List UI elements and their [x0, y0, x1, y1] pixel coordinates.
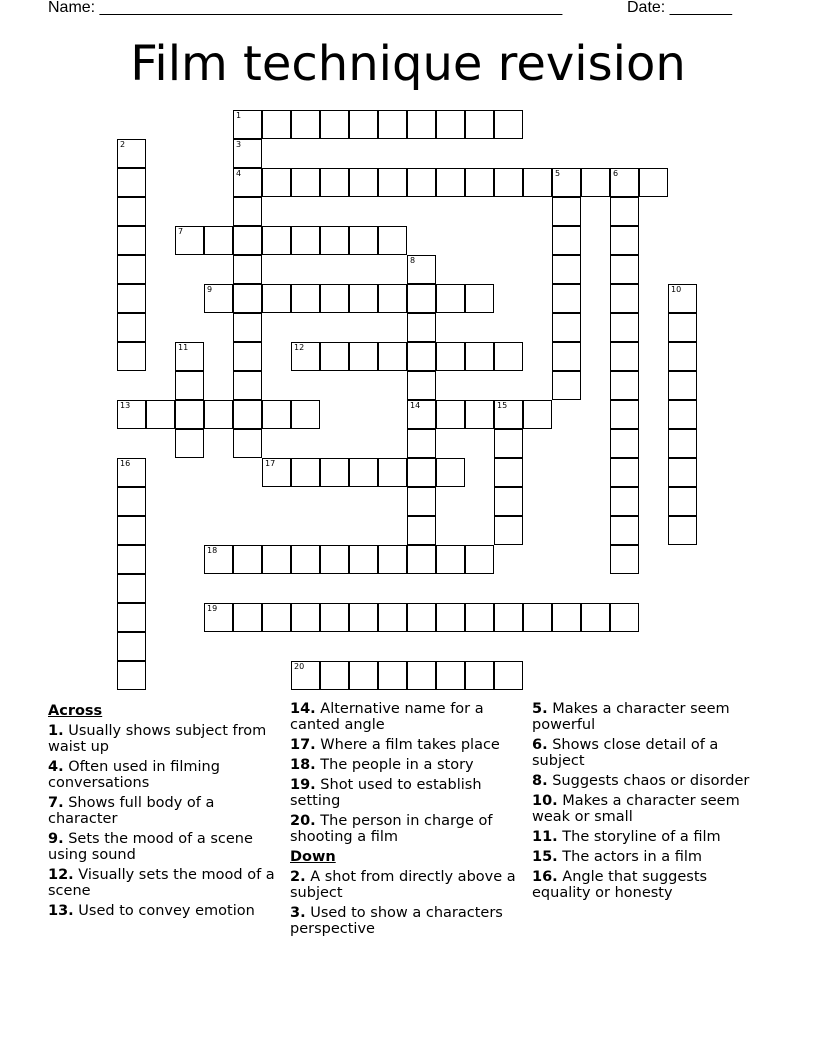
- clue-number: 11.: [532, 829, 558, 845]
- clue-number: 2.: [290, 869, 306, 885]
- crossword-cell[interactable]: [610, 516, 639, 545]
- crossword-cell[interactable]: [204, 400, 233, 429]
- crossword-cell[interactable]: [291, 400, 320, 429]
- crossword-cell[interactable]: [436, 545, 465, 574]
- clue-text: Used to show a characters perspective: [290, 905, 503, 937]
- crossword-cell[interactable]: [378, 603, 407, 632]
- crossword-cell[interactable]: [291, 458, 320, 487]
- clue-number: 15.: [532, 849, 558, 865]
- crossword-cell[interactable]: [581, 603, 610, 632]
- crossword-cell[interactable]: [552, 255, 581, 284]
- clue-text: Often used in filming conversations: [48, 759, 220, 791]
- crossword-cell[interactable]: [291, 603, 320, 632]
- cell-number: 11: [178, 343, 189, 352]
- cell-number: 8: [410, 256, 416, 265]
- cell-number: 20: [294, 662, 305, 671]
- crossword-cell[interactable]: [233, 139, 262, 168]
- crossword-cell[interactable]: [407, 661, 436, 690]
- crossword-cell[interactable]: [668, 487, 697, 516]
- crossword-cell[interactable]: [465, 545, 494, 574]
- crossword-cell[interactable]: [407, 313, 436, 342]
- crossword-cell[interactable]: [117, 458, 146, 487]
- crossword-cell[interactable]: [494, 603, 523, 632]
- page-title: Film technique revision: [130, 36, 686, 92]
- crossword-cell[interactable]: [552, 284, 581, 313]
- cell-number: 9: [207, 285, 213, 294]
- cell-number: 12: [294, 343, 305, 352]
- clue-text: The actors in a film: [557, 849, 703, 865]
- crossword-cell[interactable]: [407, 255, 436, 284]
- crossword-cell[interactable]: [610, 429, 639, 458]
- crossword-cell[interactable]: [668, 516, 697, 545]
- crossword-cell[interactable]: [610, 400, 639, 429]
- crossword-cell[interactable]: [117, 168, 146, 197]
- clue-item: [48, 867, 278, 899]
- crossword-cell[interactable]: [291, 342, 320, 371]
- clue-text: Angle that suggests equality or honesty: [532, 869, 708, 901]
- crossword-cell[interactable]: [117, 255, 146, 284]
- clue-number: 5.: [532, 701, 548, 717]
- crossword-cell[interactable]: [349, 284, 378, 313]
- crossword-cell[interactable]: [407, 429, 436, 458]
- crossword-cell[interactable]: [291, 661, 320, 690]
- crossword-cell[interactable]: [204, 226, 233, 255]
- crossword-cell[interactable]: [436, 400, 465, 429]
- clue-number: 19.: [290, 777, 316, 793]
- crossword-cell[interactable]: [146, 400, 175, 429]
- crossword-cell[interactable]: [610, 284, 639, 313]
- crossword-cell[interactable]: [436, 110, 465, 139]
- cell-number: 2: [120, 140, 126, 149]
- crossword-cell[interactable]: [117, 313, 146, 342]
- crossword-cell[interactable]: [320, 168, 349, 197]
- crossword-cell[interactable]: [407, 168, 436, 197]
- crossword-cell[interactable]: [436, 661, 465, 690]
- crossword-cell[interactable]: [465, 110, 494, 139]
- crossword-cell[interactable]: [349, 226, 378, 255]
- crossword-cell[interactable]: [407, 545, 436, 574]
- crossword-cell[interactable]: [494, 516, 523, 545]
- clue-item: [48, 795, 278, 827]
- crossword-cell[interactable]: [610, 371, 639, 400]
- crossword-cell[interactable]: [175, 342, 204, 371]
- clue-text: Sets the mood of a scene using sound: [48, 831, 253, 863]
- clue-text: Used to convey emotion: [73, 903, 255, 919]
- crossword-cell[interactable]: [175, 429, 204, 458]
- crossword-cell[interactable]: [465, 284, 494, 313]
- clue-item: [532, 869, 762, 901]
- crossword-cell[interactable]: [320, 458, 349, 487]
- crossword-cell[interactable]: [117, 487, 146, 516]
- crossword-cell[interactable]: [552, 168, 581, 197]
- crossword-cell[interactable]: [465, 168, 494, 197]
- crossword-cell[interactable]: [233, 110, 262, 139]
- crossword-cell[interactable]: [407, 458, 436, 487]
- clue-number: 9.: [48, 831, 64, 847]
- clue-text: Suggests chaos or disorder: [547, 773, 750, 789]
- clue-item: [532, 773, 762, 789]
- crossword-cell[interactable]: [233, 168, 262, 197]
- crossword-cell[interactable]: [117, 226, 146, 255]
- crossword-cell[interactable]: [610, 226, 639, 255]
- clue-text: The people in a story: [315, 757, 474, 773]
- crossword-cell[interactable]: [639, 168, 668, 197]
- clue-item: [48, 723, 278, 755]
- crossword-cell[interactable]: [291, 284, 320, 313]
- crossword-cell[interactable]: [465, 603, 494, 632]
- crossword-cell[interactable]: [349, 545, 378, 574]
- crossword-cell[interactable]: [291, 545, 320, 574]
- crossword-cell[interactable]: [175, 371, 204, 400]
- clue-number: 16.: [532, 869, 558, 885]
- crossword-cell[interactable]: [349, 458, 378, 487]
- clues-column-3: [532, 701, 762, 905]
- clues-column-1: [48, 701, 278, 923]
- clue-text: Makes a character seem weak or small: [532, 793, 740, 825]
- crossword-cell[interactable]: [436, 284, 465, 313]
- clue-number: 6.: [532, 737, 548, 753]
- crossword-cell[interactable]: [523, 603, 552, 632]
- cell-number: 7: [178, 227, 184, 236]
- crossword-cell[interactable]: [465, 400, 494, 429]
- crossword-cell[interactable]: [233, 226, 262, 255]
- clue-number: 12.: [48, 867, 74, 883]
- crossword-cell[interactable]: [610, 313, 639, 342]
- cell-number: 5: [555, 169, 561, 178]
- crossword-cell[interactable]: [494, 429, 523, 458]
- crossword-cell[interactable]: [349, 168, 378, 197]
- clue-number: 4.: [48, 759, 64, 775]
- crossword-cell[interactable]: [262, 168, 291, 197]
- crossword-cell[interactable]: [378, 458, 407, 487]
- crossword-cell[interactable]: [291, 110, 320, 139]
- crossword-cell[interactable]: [523, 168, 552, 197]
- cell-number: 1: [236, 111, 242, 120]
- crossword-cell[interactable]: [668, 313, 697, 342]
- crossword-cell[interactable]: [668, 284, 697, 313]
- date-field-label: Date: _______: [627, 0, 732, 16]
- crossword-cell[interactable]: [668, 371, 697, 400]
- clue-text: Shows close detail of a subject: [532, 737, 719, 769]
- crossword-cell[interactable]: [378, 545, 407, 574]
- crossword-cell[interactable]: [117, 284, 146, 313]
- cell-number: 19: [207, 604, 218, 613]
- crossword-cell[interactable]: [233, 197, 262, 226]
- clue-text: Where a film takes place: [315, 737, 500, 753]
- clue-number: 18.: [290, 757, 316, 773]
- crossword-cell[interactable]: [552, 313, 581, 342]
- crossword-cell[interactable]: [117, 545, 146, 574]
- clue-item: [532, 793, 762, 825]
- crossword-cell[interactable]: [668, 429, 697, 458]
- clue-number: 13.: [48, 903, 74, 919]
- crossword-cell[interactable]: [262, 458, 291, 487]
- crossword-cell[interactable]: [117, 516, 146, 545]
- crossword-cell[interactable]: [407, 516, 436, 545]
- crossword-cell[interactable]: [378, 342, 407, 371]
- crossword-cell[interactable]: [378, 226, 407, 255]
- crossword-cell[interactable]: [494, 661, 523, 690]
- crossword-cell[interactable]: [552, 371, 581, 400]
- clue-text: The storyline of a film: [557, 829, 721, 845]
- crossword-cell[interactable]: [407, 603, 436, 632]
- clue-item: [532, 737, 762, 769]
- crossword-cell[interactable]: [494, 400, 523, 429]
- crossword-cell[interactable]: [262, 603, 291, 632]
- crossword-cell[interactable]: [407, 110, 436, 139]
- crossword-cell[interactable]: [610, 545, 639, 574]
- clue-text: Makes a character seem powerful: [532, 701, 730, 733]
- crossword-cell[interactable]: [204, 284, 233, 313]
- crossword-cell[interactable]: [291, 168, 320, 197]
- crossword-cell[interactable]: [668, 342, 697, 371]
- crossword-cell[interactable]: [552, 603, 581, 632]
- crossword-cell[interactable]: [233, 284, 262, 313]
- crossword-cell[interactable]: [610, 197, 639, 226]
- crossword-cell[interactable]: [349, 661, 378, 690]
- clue-text: The person in charge of shooting a film: [290, 813, 493, 845]
- clue-number: 8.: [532, 773, 548, 789]
- crossword-cell[interactable]: [320, 226, 349, 255]
- crossword-cell[interactable]: [204, 603, 233, 632]
- crossword-cell[interactable]: [378, 284, 407, 313]
- clue-number: 10.: [532, 793, 558, 809]
- crossword-cell[interactable]: [233, 400, 262, 429]
- name-field-label: Name: ____________________________________________________: [48, 0, 563, 16]
- cell-number: 4: [236, 169, 242, 178]
- crossword-cell[interactable]: [581, 168, 610, 197]
- clue-number: 7.: [48, 795, 64, 811]
- crossword-cell[interactable]: [668, 458, 697, 487]
- crossword-cell[interactable]: [175, 400, 204, 429]
- clue-text: Visually sets the mood of a scene: [48, 867, 275, 899]
- crossword-cell[interactable]: [349, 110, 378, 139]
- clue-text: Alternative name for a canted angle: [290, 701, 484, 733]
- crossword-cell[interactable]: [436, 342, 465, 371]
- crossword-cell[interactable]: [436, 168, 465, 197]
- down-heading: Down: [290, 849, 336, 865]
- cell-number: 18: [207, 546, 218, 555]
- crossword-cell[interactable]: [407, 284, 436, 313]
- cell-number: 6: [613, 169, 619, 178]
- crossword-cell[interactable]: [494, 458, 523, 487]
- crossword-cell[interactable]: [494, 487, 523, 516]
- crossword-cell[interactable]: [494, 110, 523, 139]
- across-heading: Across: [48, 703, 103, 719]
- crossword-cell[interactable]: [378, 661, 407, 690]
- crossword-cell[interactable]: [465, 661, 494, 690]
- clue-number: 14.: [290, 701, 316, 717]
- crossword-cell[interactable]: [320, 603, 349, 632]
- clue-text: Shows full body of a character: [48, 795, 215, 827]
- clue-item: [290, 701, 520, 733]
- clue-item: [532, 829, 762, 845]
- clue-item: [532, 849, 762, 865]
- crossword-cell[interactable]: [407, 487, 436, 516]
- clue-item: [290, 777, 520, 809]
- crossword-cell[interactable]: [262, 545, 291, 574]
- crossword-cell[interactable]: [320, 110, 349, 139]
- crossword-cell[interactable]: [117, 603, 146, 632]
- cell-number: 17: [265, 459, 276, 468]
- clue-item: [290, 737, 520, 753]
- crossword-cell[interactable]: [117, 342, 146, 371]
- crossword-cell[interactable]: [465, 342, 494, 371]
- cell-number: 15: [497, 401, 508, 410]
- clues-column-2: [290, 701, 520, 941]
- crossword-cell[interactable]: [494, 342, 523, 371]
- crossword-cell[interactable]: [610, 342, 639, 371]
- crossword-cell[interactable]: [407, 371, 436, 400]
- crossword-cell[interactable]: [233, 342, 262, 371]
- crossword-cell[interactable]: [552, 197, 581, 226]
- crossword-cell[interactable]: [262, 284, 291, 313]
- crossword-cell[interactable]: [610, 168, 639, 197]
- clue-text: A shot from directly above a subject: [290, 869, 516, 901]
- crossword-cell[interactable]: [262, 110, 291, 139]
- crossword-cell[interactable]: [117, 139, 146, 168]
- crossword-cell[interactable]: [117, 574, 146, 603]
- crossword-cell[interactable]: [204, 545, 233, 574]
- crossword-cell[interactable]: [117, 400, 146, 429]
- clue-item: [290, 813, 520, 845]
- crossword-cell[interactable]: [552, 342, 581, 371]
- crossword-cell[interactable]: [262, 226, 291, 255]
- clue-item: [48, 759, 278, 791]
- cell-number: 13: [120, 401, 131, 410]
- crossword-cell[interactable]: [610, 255, 639, 284]
- clue-item: [48, 903, 278, 919]
- clue-number: 17.: [290, 737, 316, 753]
- crossword-cell[interactable]: [494, 168, 523, 197]
- crossword-cell[interactable]: [552, 226, 581, 255]
- cell-number: 10: [671, 285, 682, 294]
- crossword-cell[interactable]: [407, 342, 436, 371]
- crossword-cell[interactable]: [117, 661, 146, 690]
- clue-number: 1.: [48, 723, 64, 739]
- cell-number: 3: [236, 140, 242, 149]
- crossword-cell[interactable]: [117, 197, 146, 226]
- crossword-cell[interactable]: [407, 400, 436, 429]
- crossword-cell[interactable]: [349, 603, 378, 632]
- crossword-cell[interactable]: [233, 545, 262, 574]
- crossword-cell[interactable]: [378, 168, 407, 197]
- crossword-cell[interactable]: [668, 400, 697, 429]
- crossword-cell[interactable]: [378, 110, 407, 139]
- crossword-cell[interactable]: [233, 429, 262, 458]
- clue-item: [532, 701, 762, 733]
- crossword-cell[interactable]: [320, 545, 349, 574]
- clue-item: [48, 831, 278, 863]
- clue-item: [290, 905, 520, 937]
- clue-text: Shot used to establish setting: [290, 777, 482, 809]
- crossword-cell[interactable]: [320, 661, 349, 690]
- clue-item: [290, 869, 520, 901]
- crossword-cell[interactable]: [436, 603, 465, 632]
- clue-item: [290, 757, 520, 773]
- crossword-cell[interactable]: [523, 400, 552, 429]
- crossword-cell[interactable]: [610, 487, 639, 516]
- crossword-cell[interactable]: [610, 603, 639, 632]
- crossword-cell[interactable]: [320, 284, 349, 313]
- crossword-cell[interactable]: [436, 458, 465, 487]
- crossword-cell[interactable]: [262, 400, 291, 429]
- crossword-cell[interactable]: [320, 342, 349, 371]
- crossword-cell[interactable]: [233, 255, 262, 284]
- cell-number: 14: [410, 401, 421, 410]
- crossword-cell[interactable]: [349, 342, 378, 371]
- crossword-cell[interactable]: [175, 226, 204, 255]
- clue-number: 3.: [290, 905, 306, 921]
- crossword-cell[interactable]: [117, 632, 146, 661]
- clue-number: 20.: [290, 813, 316, 829]
- crossword-cell[interactable]: [291, 226, 320, 255]
- clue-text: Usually shows subject from waist up: [48, 723, 267, 755]
- cell-number: 16: [120, 459, 131, 468]
- crossword-cell[interactable]: [233, 313, 262, 342]
- crossword-cell[interactable]: [233, 371, 262, 400]
- crossword-cell[interactable]: [610, 458, 639, 487]
- crossword-cell[interactable]: [233, 603, 262, 632]
